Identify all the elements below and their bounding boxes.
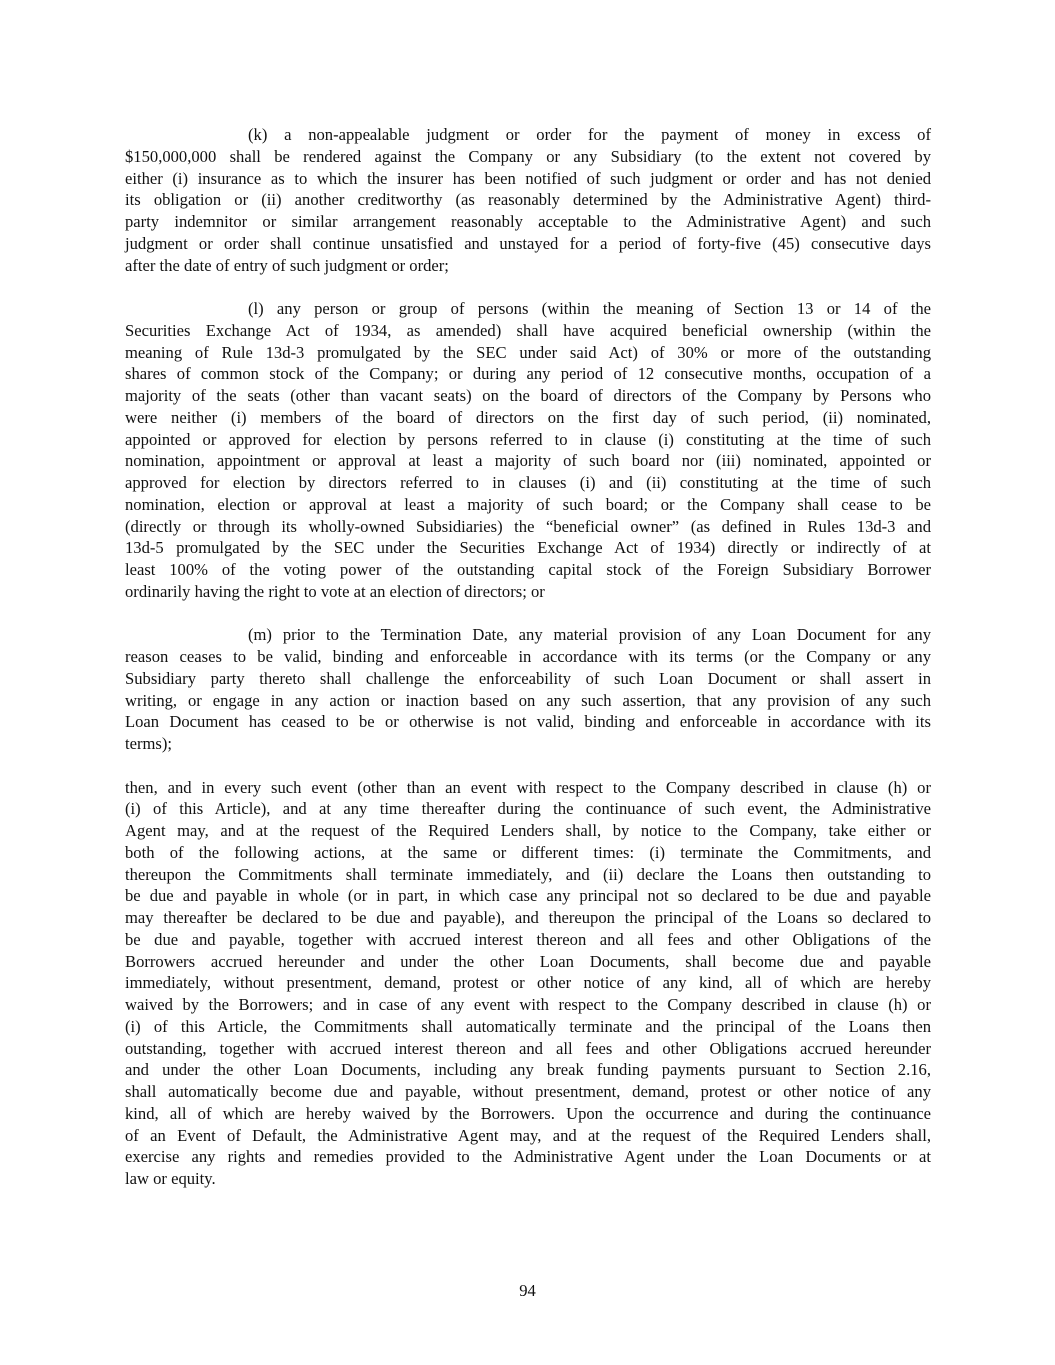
paragraph-k bbox=[125, 124, 931, 276]
text-line: 13d-5 promulgated by the SEC under the Securities Exchange Act of 1934) directly or indirectly of at bbox=[125, 538, 931, 558]
text-line: law or equity. bbox=[125, 1169, 216, 1188]
text-line: kind, all of which are hereby waived by the Borrowers. Upon the occurrence and during the continuance bbox=[125, 1103, 931, 1123]
text-line: writing, or engage in any action or inaction based on any such assertion, that any provision of any such bbox=[125, 690, 931, 710]
text-line: $150,000,000 shall be rendered against the Company or any Subsidiary (to the extent not covered by bbox=[125, 146, 931, 166]
text-line: both of the following actions, at the same or different times: (i) terminate the Commitments, and bbox=[125, 842, 931, 862]
page-number: 94 bbox=[519, 1281, 536, 1300]
text-line: immediately, without presentment, demand, protest or other notice of any kind, all of which are hereby bbox=[125, 973, 931, 993]
text-line: nomination, election or approval at least a majority of such board; or the Company shall cease to be bbox=[125, 494, 931, 514]
text-line: be due and payable, together with accrued interest thereon and all fees and other Obligations of the bbox=[125, 929, 931, 949]
text-line: approved for election by directors referred to in clauses (i) and (ii) constituting at the time of such bbox=[125, 473, 931, 492]
text-line: shares of common stock of the Company; or during any period of 12 consecutive months, occupation of a bbox=[125, 364, 931, 384]
text-line: reason ceases to be valid, binding and enforceable in accordance with its terms (or the Company or any bbox=[125, 647, 931, 666]
text-line: either (i) insurance as to which the insurer has been notified of such judgment or order and has not denied bbox=[125, 168, 931, 188]
text-line: (m) prior to the Termination Date, any material provision of any Loan Document for any bbox=[248, 625, 931, 645]
text-line: meaning of Rule 13d-3 promulgated by the SEC under said Act) of 30% or more of the outstanding bbox=[125, 342, 931, 362]
text-line: Borrowers accrued hereunder and under the other Loan Documents, shall become due and payable bbox=[125, 951, 931, 971]
text-line: and under the other Loan Documents, including any break funding payments pursuant to Section 2.16, bbox=[125, 1060, 931, 1080]
text-line: terms); bbox=[125, 734, 173, 753]
text-line: Agent may, and at the request of the Required Lenders shall, by notice to the Company, take either or bbox=[125, 821, 931, 840]
text-line: its obligation or (ii) another creditworthy (as reasonably determined by the Administrative Agent) third- bbox=[125, 190, 931, 210]
text-line: of an Event of Default, the Administrative Agent may, and at the request of the Required Lenders shall, bbox=[125, 1125, 931, 1145]
text-line: (l) any person or group of persons (within the meaning of Section 13 or 14 of the bbox=[248, 299, 931, 318]
paragraph-m bbox=[125, 624, 931, 755]
text-line: majority of the seats (other than vacant seats) on the board of directors of the Company by Persons who bbox=[125, 386, 931, 405]
text-line: shall automatically become due and payable, without presentment, demand, protest or other notice of any bbox=[125, 1082, 931, 1101]
text-line: were neither (i) members of the board of directors on the first day of such period, (ii) nominated, bbox=[125, 407, 931, 427]
text-line: appointed or approved for election by persons referred to in clause (i) constituting at the time of such bbox=[125, 429, 931, 449]
text-line: Securities Exchange Act of 1934, as amended) shall have acquired beneficial ownership (within the bbox=[125, 320, 931, 340]
document-body bbox=[125, 124, 931, 1212]
text-line: waived by the Borrowers; and in case of any event with respect to the Company described in clause (h) or bbox=[125, 995, 931, 1014]
text-line: least 100% of the voting power of the outstanding capital stock of the Foreign Subsidiary Borrower bbox=[125, 560, 931, 579]
paragraph-l bbox=[125, 298, 931, 603]
text-line: (directly or through its wholly-owned Subsidiaries) the “beneficial owner” (as defined in Rules 13d-3 and bbox=[125, 516, 931, 536]
text-line: (i) of this Article, the Commitments shall automatically terminate and the principal of the Loans then bbox=[125, 1016, 931, 1036]
text-line: after the date of entry of such judgment or order; bbox=[125, 255, 449, 275]
text-line: ordinarily having the right to vote at an election of directors; or bbox=[125, 581, 545, 601]
text-line: then, and in every such event (other than an event with respect to the Company described in clause (h) or bbox=[125, 777, 931, 797]
text-line: nomination, appointment or approval at least a majority of such board nor (iii) nominated, appointed or bbox=[125, 451, 931, 471]
text-line: outstanding, together with accrued interest thereon and all fees and other Obligations accrued hereunder bbox=[125, 1038, 931, 1058]
text-line: (k) a non-appealable judgment or order for the payment of money in excess of bbox=[248, 125, 931, 144]
text-line: Subsidiary party thereto shall challenge the enforceability of such Loan Document or shall assert in bbox=[125, 668, 931, 688]
text-line: party indemnitor or similar arrangement reasonably acceptable to the Administrative Agent) and such bbox=[125, 212, 931, 231]
text-line: may thereafter be declared to be due and payable), and thereupon the principal of the Loans so declared to bbox=[125, 908, 931, 927]
paragraph-then bbox=[125, 777, 931, 1190]
text-line: (i) of this Article), and at any time thereafter during the continuance of such event, the Administrative bbox=[125, 799, 931, 819]
text-line: thereupon the Commitments shall terminate immediately, and (ii) declare the Loans then outstanding to bbox=[125, 864, 931, 884]
text-line: Loan Document has ceased to be or otherwise is not valid, binding and enforceable in accordance with its bbox=[125, 712, 931, 732]
text-line: be due and payable in whole (or in part, in which case any principal not so declared to be due and payable bbox=[125, 886, 931, 906]
text-line: exercise any rights and remedies provided to the Administrative Agent under the Loan Documents or at bbox=[125, 1147, 931, 1167]
text-line: judgment or order shall continue unsatisfied and unstayed for a period of forty-five (45) consecutive days bbox=[125, 233, 931, 253]
